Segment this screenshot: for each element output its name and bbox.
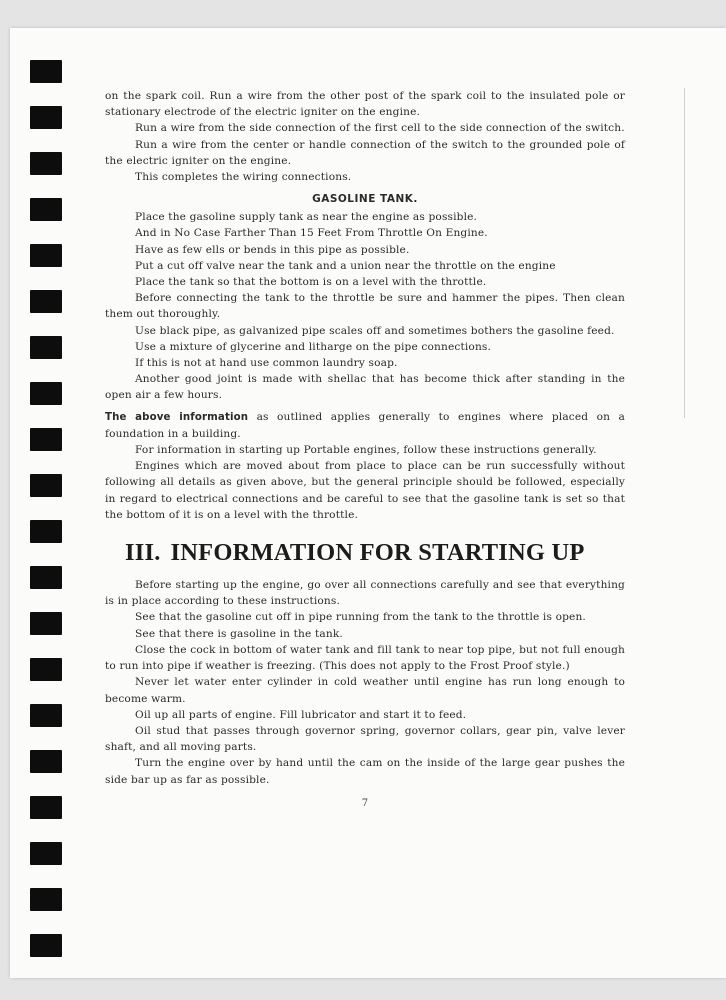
page-number: 7 — [361, 797, 369, 809]
section-number: III. — [125, 539, 161, 567]
above-information-lead: The above information — [105, 411, 249, 423]
paragraph: This completes the wiring connections. — [135, 171, 352, 184]
section-heading — [125, 539, 625, 567]
paragraph: Run a wire from the side connection of the first cell to the side connection of the switch. — [135, 122, 625, 135]
paragraph: For information in starting up Portable engines, follow these instructions generally. — [135, 444, 597, 457]
paragraph: Engines which are moved about from place to place can be run successfully without following all details as given above, but the general principle should be followed, especially in regard to electrical connections and be careful to see that the gasoline tank is set so that the bottom of it is on a level with the throttle. — [105, 460, 625, 521]
binding-hole — [30, 382, 62, 405]
paragraph: Another good joint is made with shellac that has become thick after standing in the open air a few hours. — [105, 373, 625, 402]
paragraph: If this is not at hand use common laundry soap. — [135, 357, 398, 370]
binding-hole — [30, 520, 62, 543]
paragraph: Before starting up the engine, go over all connections carefully and see that everything is in place according to these instructions. — [105, 579, 625, 608]
binding-hole — [30, 152, 62, 175]
paragraph: Before connecting the tank to the throttle be sure and hammer the pipes. Then clean them out thoroughly. — [105, 292, 625, 321]
binding-hole — [30, 612, 62, 635]
binding-hole — [30, 658, 62, 681]
paragraph: Put a cut off valve near the tank and a union near the throttle on the engine — [135, 259, 556, 272]
portable-paragraphs — [105, 442, 625, 523]
paragraph: Have as few ells or bends in this pipe as possible. — [135, 243, 410, 256]
binding-hole — [30, 566, 62, 589]
document-text — [105, 88, 625, 809]
binding-hole — [30, 106, 62, 129]
binding-hole — [30, 934, 62, 957]
starting-paragraphs — [105, 577, 625, 788]
binding-hole — [30, 336, 62, 359]
page-edge-line — [684, 88, 685, 418]
paragraph: Oil up all parts of engine. Fill lubricator and start it to feed. — [135, 708, 467, 721]
paragraph: See that the gasoline cut off in pipe running from the tank to the throttle is open. — [135, 611, 586, 624]
binding-hole — [30, 796, 62, 819]
paragraph: Turn the engine over by hand until the cam on the inside of the large gear pushes the side bar up as far as possible. — [105, 757, 625, 786]
above-information-text: as outlined applies generally to engines where placed on a foundation in a building. — [105, 410, 625, 440]
binding-hole — [30, 60, 62, 83]
binding-hole — [30, 290, 62, 313]
binding-hole — [30, 198, 62, 221]
paragraph: Place the tank so that the bottom is on a level with the throttle. — [135, 276, 487, 289]
paragraph: See that there is gasoline in the tank. — [135, 627, 343, 640]
spiral-binding — [10, 28, 70, 978]
paragraph: Run a wire from the center or handle connection of the switch to the grounded pole of the electric igniter on the engine. — [105, 138, 625, 167]
binding-hole — [30, 428, 62, 451]
binding-hole — [30, 704, 62, 727]
gasoline-paragraphs — [105, 209, 625, 403]
binding-hole — [30, 474, 62, 497]
paragraph: Oil stud that passes through governor spring, governor collars, gear pin, valve lever shaft, and all moving parts. — [105, 724, 625, 754]
section-title: INFORMATION FOR STARTING UP — [170, 539, 585, 567]
binding-hole — [30, 888, 62, 911]
paragraph: And in No Case Farther Than 15 Feet From Throttle On Engine. — [135, 227, 488, 240]
binding-hole — [30, 842, 62, 865]
above-information-paragraph — [105, 409, 625, 442]
paragraph: Place the gasoline supply tank as near the engine as possible. — [135, 211, 478, 224]
paragraph: Use black pipe, as galvanized pipe scales off and sometimes bothers the gasoline feed. — [135, 324, 615, 337]
paragraph: Use a mixture of glycerine and litharge on the pipe connections. — [135, 340, 492, 353]
wiring-paragraphs — [105, 88, 625, 185]
paragraph: on the spark coil. Run a wire from the other post of the spark coil to the insulated pole or stationary electrode of the electric igniter on the engine. — [105, 90, 625, 119]
paragraph: Never let water enter cylinder in cold weather until engine has run long enough to become warm. — [105, 676, 625, 705]
paragraph: Close the cock in bottom of water tank and fill tank to near top pipe, but not full enough to run into pipe if weather is freezing. (This does not apply to the Frost Proof style.) — [105, 643, 625, 673]
binding-hole — [30, 750, 62, 773]
binding-hole — [30, 244, 62, 267]
gasoline-tank-heading: GASOLINE TANK. — [312, 193, 418, 206]
